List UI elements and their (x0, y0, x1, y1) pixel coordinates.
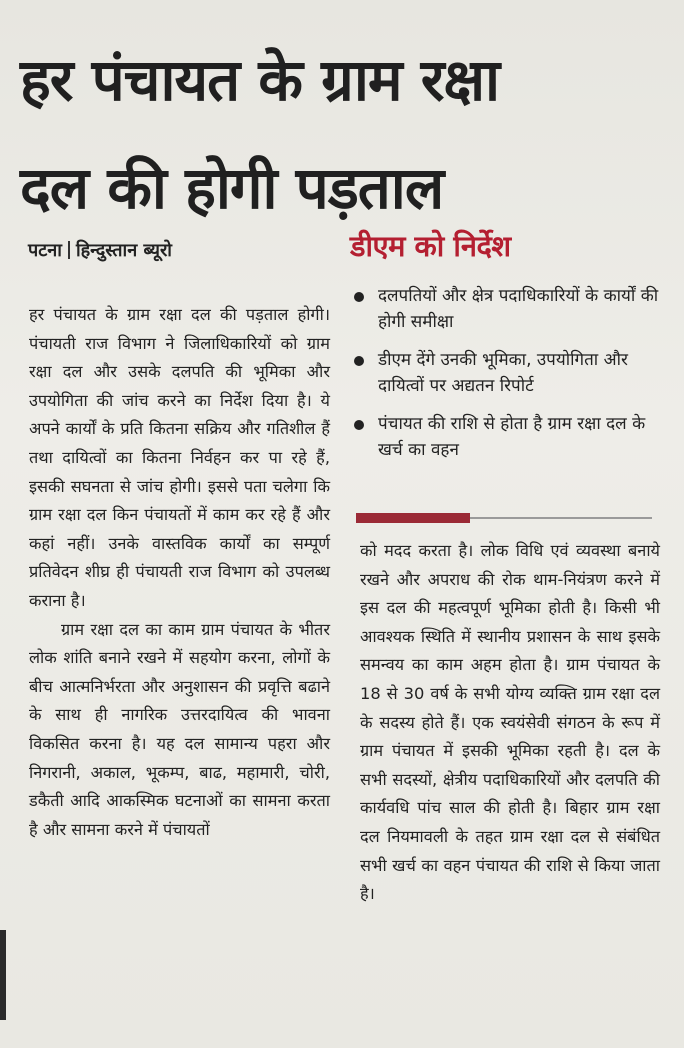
bullet-icon (354, 420, 364, 430)
sidebar-item (350, 347, 660, 399)
byline (28, 238, 172, 262)
headline-line-1: हर पंचायत के ग्राम रक्षा (20, 46, 500, 114)
accent-bar (356, 513, 470, 523)
article-column-left (29, 301, 330, 844)
sidebar-item (350, 411, 660, 463)
sidebar-item-text: डीएम देंगे उनकी भूमिका, उपयोगिता और दायित्वों पर अद्यतन रिपोर्ट (378, 350, 628, 396)
pen-mark (638, 1022, 674, 1042)
date-stamp-left (180, 0, 280, 16)
sidebar-title: डीएम को निर्देश (350, 229, 511, 263)
scan-edge (0, 930, 6, 1020)
sidebar-item-text: दलपतियों और क्षेत्र पदाधिकारियों के कार्यों की होगी समीक्षा (378, 286, 659, 332)
bullet-icon (354, 292, 364, 302)
article-paragraph: ग्राम रक्षा दल का काम ग्राम पंचायत के भीतर लोक शांति बनाने रखने में सहयोग करना, लोगों के बीच आत्मनिर्भरता और अनुशासन की प्रवृत्ति बढाने के साथ ही नागरिक उत्तरदायित्व की भावना विकसित करना है। यह दल सामान्य पहरा और निगरानी, अकाल, भूकम्प, बाढ, महामारी, चोरी, डकैती आदि आकस्मिक घटनाओं का सामना करता है और सामना करने में पंचायतों (29, 619, 330, 839)
article-paragraph: हर पंचायत के ग्राम रक्षा दल की पड़ताल होगी। पंचायती राज विभाग ने जिलाधिकारियों को ग्राम रक्षा दल और उसके दलपति की भूमिका और उपयोगिता की जांच करने का निर्देश दिया है। ये अपने कार्यों के प्रति कितना सक्रिय और गतिशील हैं तथा दायित्वों का कितना निर्वहन कर पा रहे हैं, इसकी सघनता से जांच होगी। इससे पता चलेगा कि ग्राम रक्षा दल किन पंचायतों में काम कर रहे हैं और कहां नहीं। उनके वास्तविक कार्यों का सम्पूर्ण प्रतिवेदन शीघ्र ही पंचायती राज विभाग को उपलब्ध कराना है। (29, 305, 330, 610)
headline (20, 26, 670, 242)
byline-bureau: हिन्दुस्तान ब्यूरो (75, 240, 172, 261)
sidebar-item-text: पंचायत की राशि से होता है ग्राम रक्षा दल के खर्च का वहन (378, 414, 646, 460)
byline-separator (68, 241, 70, 259)
bullet-icon (354, 356, 364, 366)
article-column-right (360, 537, 660, 909)
date-stamp (380, 0, 590, 24)
article-paragraph: को मदद करता है। लोक विधि एवं व्यवस्था बनाये रखने और अपराध की रोक थाम-नियंत्रण करने में इस दल की महत्वपूर्ण भूमिका होती है। किसी भी आवश्यक स्थिति में स्थानीय प्रशासन के साथ इसके समन्वय का काम अहम होता है। ग्राम पंचायत के 18 से 30 वर्ष के सभी योग्य व्यक्ति ग्राम रक्षा दल के सदस्य होते हैं। एक स्वयंसेवी संगठन के रूप में ग्राम पंचायत में इसकी भूमिका रहती है। दल के सभी सदस्यों, क्षेत्रीय पदाधिकारियों और दलपति की कार्यवधि पांच साल की होती है। बिहार ग्राम रक्षा दल नियमावली के तहत ग्राम रक्षा दल से संबंधित सभी खर्च का वहन पंचायत की राशि से किया जाता है। (360, 541, 660, 904)
sidebar-item (350, 283, 660, 335)
sidebar-box (350, 226, 660, 475)
byline-place: पटना (28, 240, 62, 261)
headline-line-2: दल की होगी पड़ताल (20, 154, 444, 222)
